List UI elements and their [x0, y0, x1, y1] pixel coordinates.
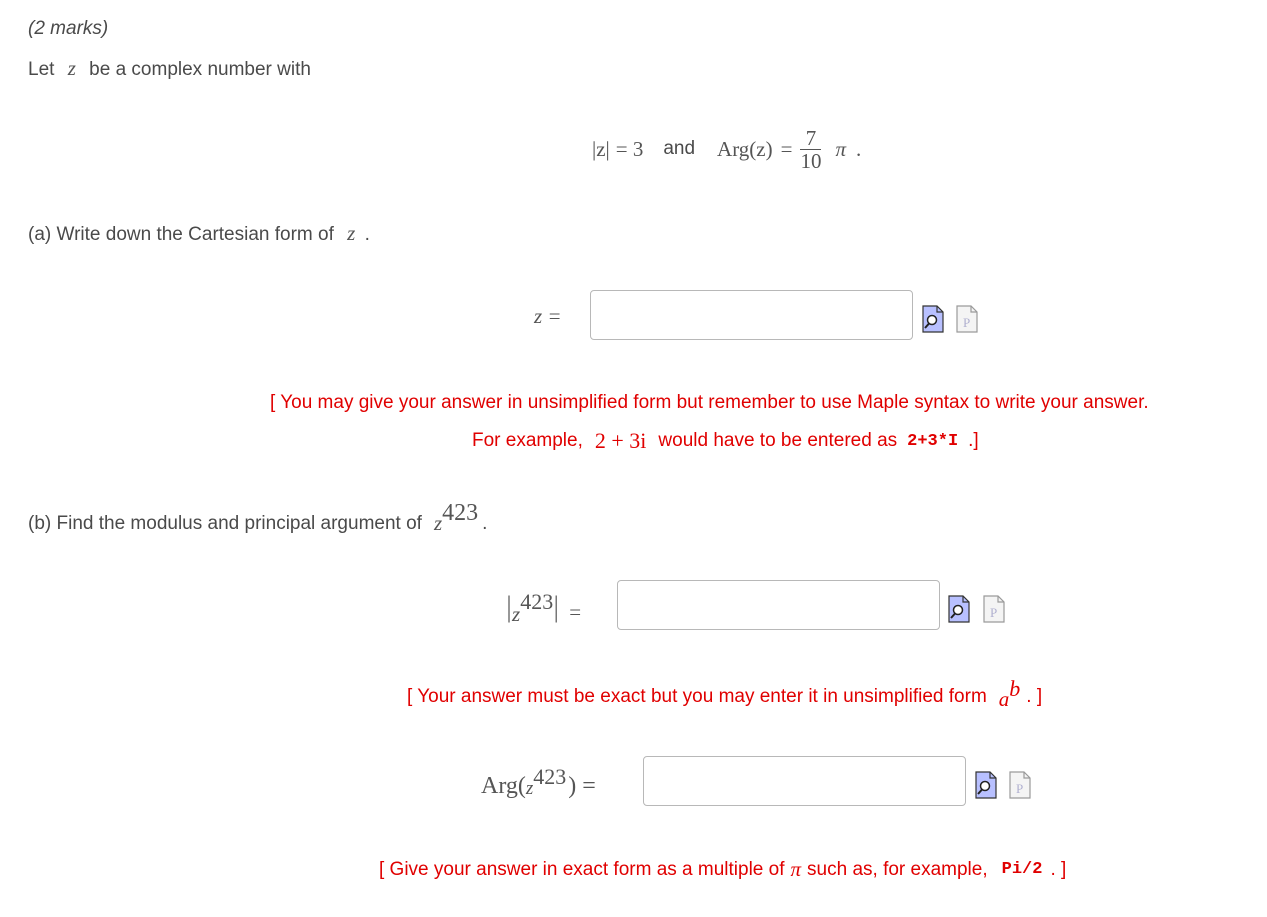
hint-example-end: .] — [968, 430, 979, 451]
preview-magnifier-icon[interactable] — [948, 595, 970, 623]
hint-example-code: 2+3*I — [907, 431, 959, 451]
modulus-label — [506, 585, 581, 629]
intro-post: be a complex number with — [89, 59, 311, 80]
hint-example-pre: For example, — [472, 430, 583, 451]
plain-text-p-icon[interactable] — [983, 595, 1005, 623]
plain-text-p-icon[interactable] — [956, 305, 978, 333]
arg-label-exp: 423 — [533, 764, 567, 789]
part-a-end: . — [364, 224, 370, 245]
mod-hint-base: a — [998, 687, 1010, 711]
preview-magnifier-icon[interactable] — [975, 771, 997, 799]
svg-text:P: P — [963, 315, 971, 330]
given-equation — [592, 124, 861, 174]
part-b-text: (b) Find the modulus and principal argument of — [28, 513, 422, 534]
mod-hint-end: . ] — [1026, 686, 1043, 707]
arg-label-pre: Arg( — [481, 773, 526, 799]
fraction-numerator: 7 — [800, 127, 821, 150]
arg-hint-code: Pi/2 — [1001, 860, 1043, 879]
plain-text-p-icon[interactable] — [1009, 771, 1031, 799]
arg-hint-pre: [ Give your answer in exact form as a multiple of — [379, 858, 785, 880]
part-b-end: . — [482, 513, 488, 534]
part-a-var: z — [347, 221, 356, 245]
part-a-question — [28, 221, 370, 246]
and-word: and — [663, 138, 696, 159]
svg-text:P: P — [990, 605, 998, 620]
argument-label — [481, 760, 596, 800]
part-b-base: z — [433, 511, 443, 535]
fraction-denominator: 10 — [800, 148, 822, 173]
svg-text:P: P — [1016, 781, 1024, 796]
pi-symbol: π — [835, 136, 846, 161]
mod-hint-exp: b — [1009, 676, 1021, 701]
part-b-power — [434, 500, 478, 536]
mod-hint-pre: [ Your answer must be exact but you may enter it in unsimplified form — [407, 686, 987, 707]
intro-var: z — [67, 56, 76, 80]
arg-hint-mid: such as, for example, — [807, 858, 988, 880]
period: . — [856, 136, 862, 161]
arg-eq: = — [780, 136, 793, 161]
part-a-hint-line2 — [472, 428, 979, 454]
arg-fraction — [800, 127, 821, 172]
arg-label-post: ) = — [568, 773, 596, 799]
preview-magnifier-icon[interactable] — [922, 305, 944, 333]
arg-hint-end: . ] — [1050, 858, 1067, 880]
mod-label-base: z — [512, 601, 521, 626]
mod-label-exp: 423 — [520, 589, 554, 614]
part-a-label: z = — [534, 304, 562, 328]
mod-eq: = — [569, 599, 582, 624]
abs-bar-right: | — [553, 590, 560, 623]
modulus-answer-input[interactable] — [617, 580, 940, 630]
part-b-exp: 423 — [442, 500, 479, 526]
part-b-question — [28, 500, 487, 536]
mod-hint-power — [999, 676, 1021, 712]
intro-text — [28, 56, 311, 81]
arg-label-base: z — [525, 778, 534, 799]
part-a-hint-line1: [ You may give your answer in unsimplified form but remember to use Maple syntax to write your answer. — [270, 392, 1149, 413]
intro-pre: Let — [28, 59, 55, 80]
modulus-eq: = 3 — [615, 136, 644, 161]
modulus-lhs: |z| — [592, 136, 610, 161]
argument-answer-input[interactable] — [643, 756, 966, 806]
part-a-text: (a) Write down the Cartesian form of — [28, 224, 334, 245]
argument-hint — [379, 857, 1066, 882]
arg-lhs: Arg(z) — [717, 136, 773, 161]
arg-hint-pi: π — [790, 857, 802, 881]
hint-example-mid: would have to be entered as — [658, 430, 898, 451]
abs-bar-left: | — [506, 590, 513, 623]
cartesian-answer-input[interactable] — [590, 290, 913, 340]
hint-example-math: 2 + 3i — [594, 428, 647, 453]
marks-label: (2 marks) — [28, 18, 109, 39]
modulus-hint — [407, 672, 1042, 712]
